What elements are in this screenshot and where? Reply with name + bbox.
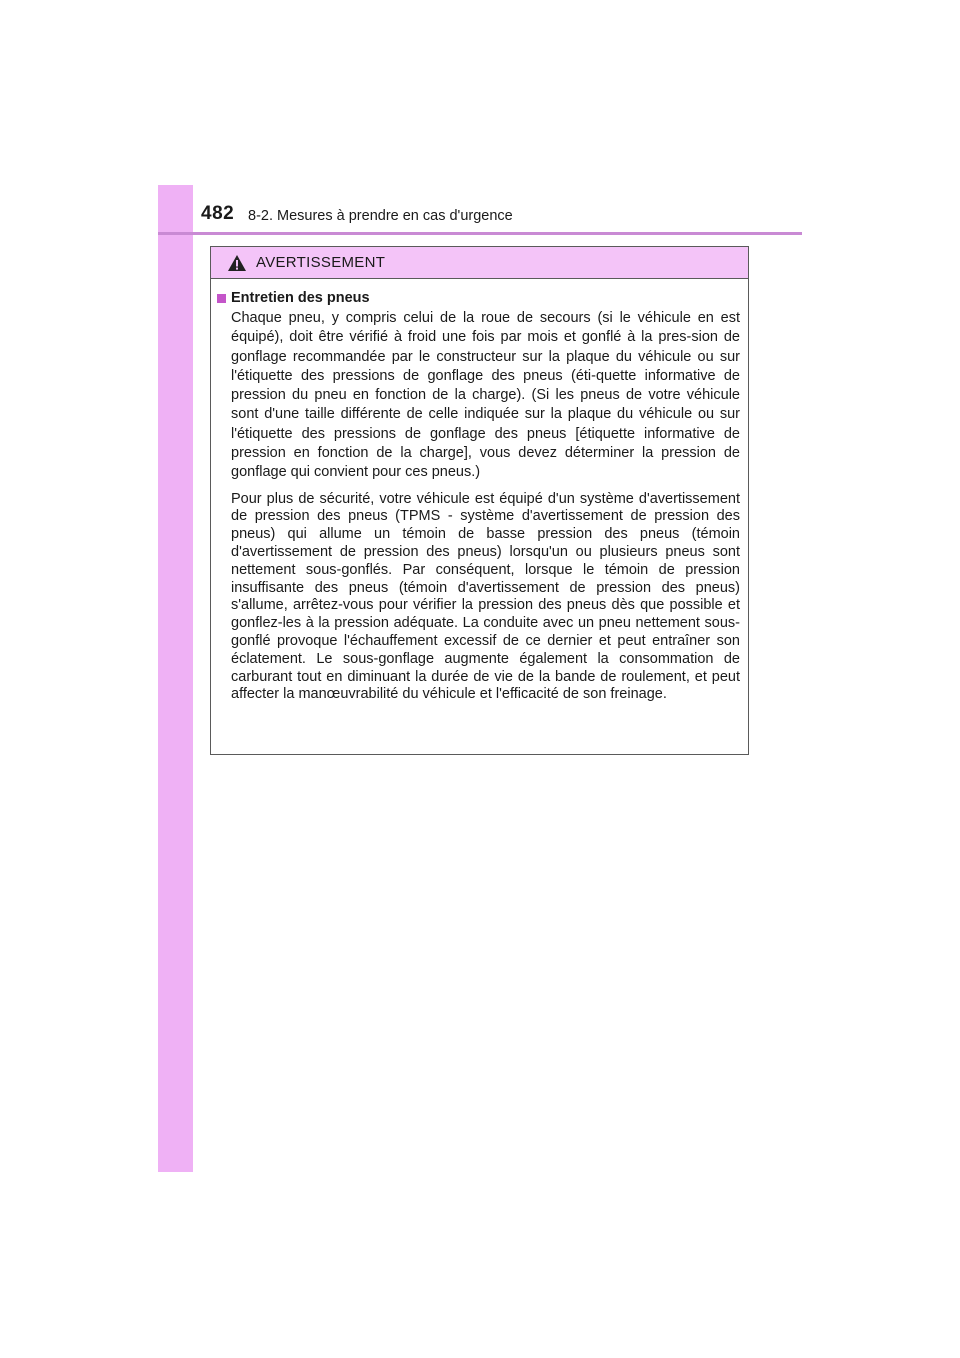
paragraph-2: Pour plus de sécurité, votre véhicule est équipé d'un système d'avertissement de pression des pneus (TPMS - système d'avertissement de pression des pneus) qui allume un témoin de basse pression des pneus (témoin d'avertissement de pression des pneus) lorsqu'un ou plusieurs pneus sont nettement sous-gonflés. Par conséquent, lorsque le témoin de pression insuffisante des pneus (témoin d'avertissement de pression des pneus) s'allume, arrêtez-vous pour vérifier la pression des pneus dès que possible et gonflez-les à la pression adéquate. La conduite avec un pneu nettement sous-gonflé provoque l'échauffement excessif de ce dernier et peut entraîner son éclatement. Le sous-gonflage augmente également la consommation de carburant tout en diminuant la durée de vie de la bande de roulement, et peut affecter la manœuvrabilité du véhicule et l'efficacité de son freinage. <box>231 490 740 703</box>
subheading-text: Entretien des pneus <box>231 290 370 306</box>
warning-body <box>211 279 748 704</box>
section-title: 8-2. Mesures à prendre en cas d'urgence <box>248 208 513 224</box>
subheading <box>217 290 740 306</box>
warning-box <box>210 246 749 755</box>
warning-header <box>211 247 748 279</box>
chapter-side-tab <box>158 185 193 1172</box>
header-rule-left <box>158 232 193 235</box>
header-rule <box>193 232 802 235</box>
square-bullet-icon <box>217 294 226 303</box>
warning-triangle-icon <box>227 254 247 272</box>
page-number: 482 <box>201 203 235 224</box>
paragraph-1: Chaque pneu, y compris celui de la roue de secours (si le véhicule en est équipé), doit être vérifié à froid une fois par mois et gonflé à la pres-sion de gonflage recommandée par le constructeur sur la plaque du véhicule ou sur l'étiquette des pressions de gonflage des pneus (éti-quette informative de pression du pneu en fonction de la charge). (Si les pneus de votre véhicule sont d'une taille différente de celle indiquée sur la plaque du véhicule ou sur l'étiquette des pressions de gonflage des pneus [étiquette informative de pression en fonction de la charge], vous devez déterminer la pression de gonflage qui convient pour ces pneus.) <box>231 310 740 481</box>
warning-title: AVERTISSEMENT <box>256 254 386 271</box>
